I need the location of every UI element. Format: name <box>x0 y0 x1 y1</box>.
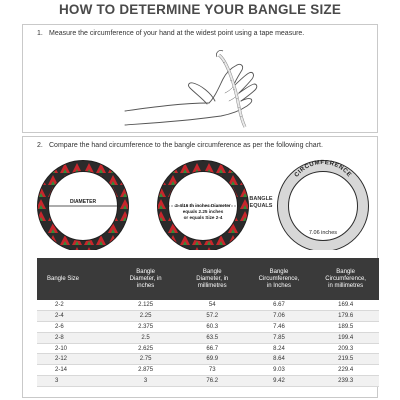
circumference-arc-label: CIRCUMFERENCE <box>293 159 353 179</box>
bangle-equals-line-1: BANGLE <box>249 196 273 202</box>
tape-measure-icon <box>216 50 245 127</box>
diameter-example-line-2: equals 2.25 inches <box>182 209 224 214</box>
table-header-circumference-mm: Bangle Circumference, in millimetres <box>325 268 366 289</box>
table-row: 2-2 2.125 54 6.67 169.4 <box>37 300 379 311</box>
step-one-instruction <box>37 30 304 37</box>
table-header-diameter-inches: Bangle Diameter, in inches <box>129 268 162 289</box>
step-two-panel <box>22 136 378 398</box>
bangle-equals-line-2: EQUALS <box>249 202 273 209</box>
diameter-label: DIAMETER <box>69 199 97 205</box>
bangle-ring-circumference <box>278 160 369 250</box>
circumference-inches-label: 7.06 inches <box>308 230 338 236</box>
bangle-ring-diameter <box>38 161 129 251</box>
table-row: 2-10 2.625 66.7 8.24 209.3 <box>37 343 379 354</box>
table-row: 2-8 2.5 63.5 7.85 199.4 <box>37 332 379 343</box>
table-row: 2-14 2.875 73 9.03 229.4 <box>37 365 379 376</box>
hand-measuring-illustration <box>123 41 273 129</box>
table-header-circumference-inches: Bangle Circumference, in Inches <box>258 268 300 289</box>
step-one-number: 1. <box>37 30 43 37</box>
step-two-number: 2. <box>37 142 43 149</box>
table-header-diameter-mm: Bangle Diameter, in millimetres <box>196 268 229 289</box>
table-header-bangle-size: Bangle Size <box>47 275 80 282</box>
table-row: 2-6 2.375 60.3 7.46 189.5 <box>37 322 379 333</box>
table-row: 2-4 2.25 57.2 7.06 179.6 <box>37 311 379 322</box>
bangle-size-table <box>37 258 379 387</box>
bangle-size-diagram <box>23 150 379 250</box>
bangle-equals-label <box>241 196 281 209</box>
table-row: 3 3 76.2 9.42 239.3 <box>37 376 379 387</box>
step-two-instruction <box>37 142 323 149</box>
page-title: HOW TO DETERMINE YOUR BANGLE SIZE <box>58 2 342 17</box>
table-row: 2-12 2.75 69.9 8.64 219.5 <box>37 354 379 365</box>
step-one-panel <box>22 24 378 133</box>
diameter-example-line-3: or equals Size 2-4 <box>183 215 223 220</box>
step-two-text: Compare the hand circumference to the bangle circumference as per the following chart. <box>49 142 323 149</box>
bangle-ring-example <box>158 161 249 251</box>
diameter-example-line-1: 2-4/16 th inches Diameter <box>175 203 231 208</box>
table-header-row <box>37 258 379 300</box>
step-one-text: Measure the circumference of your hand at the widest point using a tape measure. <box>49 30 305 37</box>
